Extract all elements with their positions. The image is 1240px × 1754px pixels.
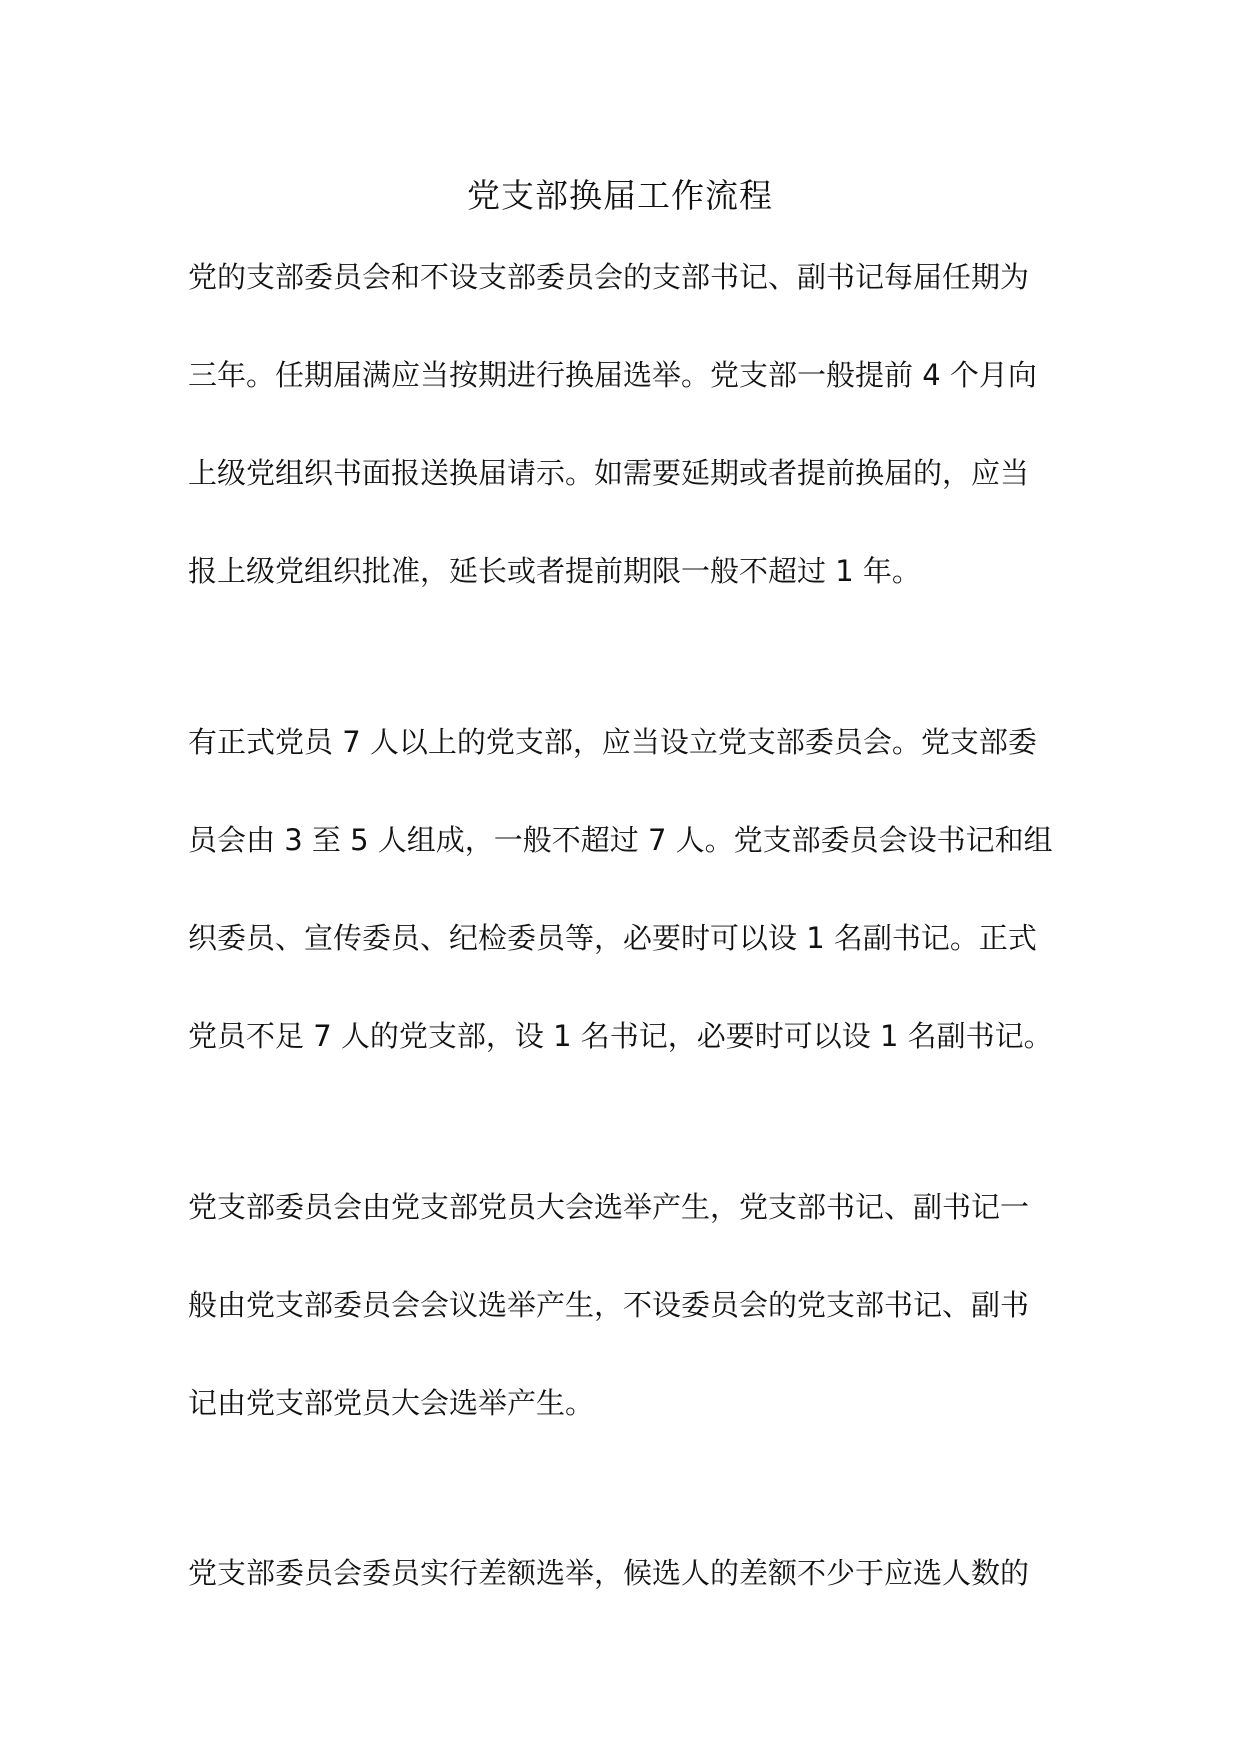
paragraph-line: 党员不足 7 人的党支部，设 1 名书记，必要时可以设 1 名副书记。 <box>188 1019 1053 1053</box>
paragraph-line: 报上级党组织批准，延长或者提前期限一般不超过 1 年。 <box>188 554 921 588</box>
paragraph-line: 织委员、宣传委员、纪检委员等，必要时可以设 1 名副书记。正式 <box>188 921 1037 955</box>
paragraph-line: 三年。任期届满应当按期进行换届选举。党支部一般提前 4 个月向 <box>188 358 1037 392</box>
paragraph-line: 党的支部委员会和不设支部委员会的支部书记、副书记每届任期为 <box>188 260 1030 294</box>
paragraph-line: 党支部委员会委员实行差额选举，候选人的差额不少于应选人数的 <box>188 1556 1030 1590</box>
paragraph-line: 上级党组织书面报送换届请示。如需要延期或者提前换届的，应当 <box>188 456 1030 490</box>
paragraph-line: 般由党支部委员会会议选举产生，不设委员会的党支部书记、副书 <box>188 1288 1030 1322</box>
paragraph-line: 有正式党员 7 人以上的党支部，应当设立党支部委员会。党支部委 <box>188 725 1037 759</box>
paragraph-line: 记由党支部党员大会选举产生。 <box>188 1386 595 1420</box>
paragraph-line: 党支部委员会由党支部党员大会选举产生，党支部书记、副书记一 <box>188 1190 1030 1224</box>
paragraph-line: 员会由 3 至 5 人组成，一般不超过 7 人。党支部委员会设书记和组 <box>188 823 1053 857</box>
document-title: 党支部换届工作流程 <box>467 176 773 215</box>
